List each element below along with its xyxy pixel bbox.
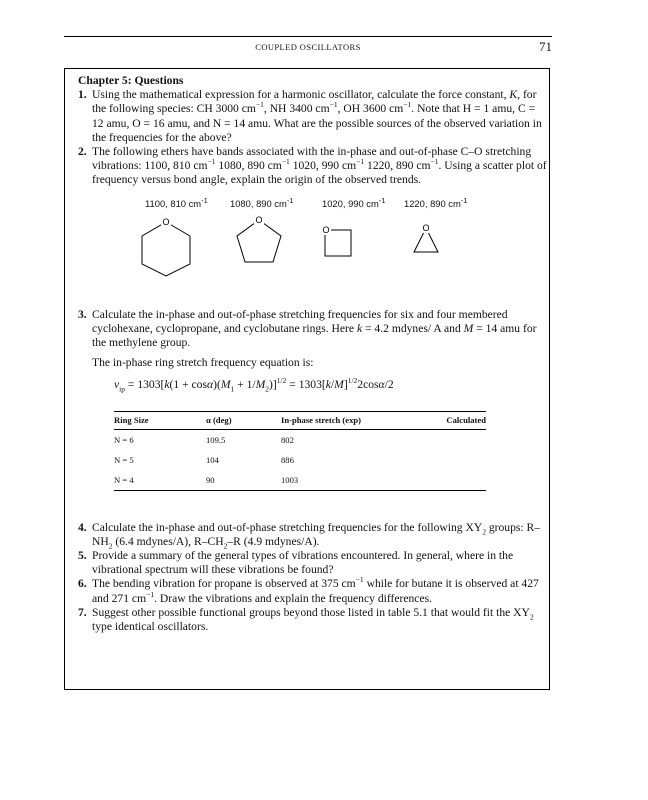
table-row (114, 450, 486, 470)
mol-label-2: 1080, 890 $cm^{-1}$ (230, 195, 294, 209)
four-membered-ether-structure (318, 220, 358, 260)
oxygen-atom-label: O (422, 222, 430, 233)
chapter-title: Chapter 5: Questions (78, 74, 184, 87)
question-2 (78, 145, 548, 188)
question-number: 5. (78, 549, 87, 563)
three-membered-ether-structure (408, 220, 444, 258)
q4-text: Calculate the in-phase and out-of-phase stretching frequencies for the following $XY_2$ groups: $R-NH_2$ (6.4 mdynes/A), $R-CH_2-R$ (4.9 mdynes/A). (92, 520, 541, 551)
q7-text: Suggest other possible functional groups beyond those listed in table 5.1 that would fit the $XY_2$ type identical oscillators. (92, 605, 534, 634)
col-header-calculated: Calculated (446, 415, 486, 426)
q3-intro: The in-phase ring stretch frequency equation is: (92, 356, 314, 370)
questions-content (78, 74, 548, 634)
table-cell: 1003 (281, 474, 299, 485)
table-cell: 90 (206, 474, 215, 485)
running-title: COUPLED OSCILLATORS (255, 42, 361, 52)
question-4 (78, 521, 548, 549)
table-cell: 802 (281, 434, 294, 445)
table-cell: N = 6 (114, 434, 134, 445)
question-number: 2. (78, 145, 87, 159)
q2-text: The following ethers have bands associated with the in-phase and out-of-phase C–O stretching vibrations: 1100, 810 $cm^{-1}$ 1080, 890 $cm^{-1}$ 1020, 990 $cm^{-1}$ 1220, 890 $cm^{-1}$. Using a scatter plot of frequency versus bond angle, explain the origin of the observed trends. (92, 145, 547, 187)
oxygen-atom-label: O (255, 214, 263, 225)
table-header-row (114, 412, 486, 430)
header-rule (64, 36, 552, 37)
in-phase-equation: $\nu_{ip} = 1303[k(1 + \cos\alpha)(M_1 + 1/M_2)]^{1/2} = 1303[k/M]^{1/2}2\cos\alpha/2$ (114, 376, 394, 394)
six-membered-ether-structure (136, 214, 196, 278)
page-number: 71 (539, 39, 552, 54)
running-head (64, 41, 552, 55)
oxygen-atom-label: O (162, 216, 170, 227)
question-7 (78, 606, 548, 634)
question-1 (78, 88, 548, 145)
q1-text: Using the mathematical expression for a harmonic oscillator, calculate the force constant, K, for the following species: CH 3000 $cm^{-1}$, NH 3400 $cm^{-1}$, OH 3600 $cm^{-1}$. Note that H = 1 amu, C = 12 amu, O = 16 amu, and N = 14 amu. What are the possible sources of the observed variation in the frequencies for the above? (92, 88, 542, 144)
question-number: 7. (78, 605, 87, 619)
ring-table (114, 412, 486, 490)
question-number: 6. (78, 577, 87, 591)
table-cell: N = 5 (114, 454, 134, 465)
table-cell: 104 (206, 454, 219, 465)
mol-label-3: 1020, 990 $cm^{-1}$ (322, 195, 386, 209)
mol-label-1: 1100, 810 $cm^{-1}$ (145, 195, 208, 209)
table-cell (411, 470, 486, 490)
table-row (114, 429, 486, 450)
q5-text: Provide a summary of the general types of vibrations encountered. In general, where in the vibrational spectrum will these vibrations be found? (92, 549, 514, 577)
table-cell (411, 429, 486, 450)
mol-label-4: 1220, 890 $cm^{-1}$ (404, 195, 468, 209)
q3-text: Calculate the in-phase and out-of-phase stretching frequencies for six and four membered cyclohexane, cyclopropane, and cyclobutane rings. Here k = 4.2 mdynes/ A and M = 14 amu for the methylene group. (92, 307, 537, 350)
col-header-alpha: α (deg) (206, 415, 232, 426)
question-6 (78, 577, 548, 605)
ring-table-wrapper (114, 411, 486, 491)
table-cell: N = 4 (114, 474, 134, 485)
table-cell (411, 450, 486, 470)
question-number: 1. (78, 88, 87, 102)
ether-figure (78, 192, 548, 292)
table-cell: 886 (281, 454, 294, 465)
question-number: 3. (78, 307, 87, 321)
question-number: 4. (78, 520, 87, 534)
col-header-in-phase: In-phase stretch (exp) (281, 415, 362, 426)
question-3 (78, 308, 548, 351)
q6-text: The bending vibration for propane is observed at 375 $cm^{-1}$ while for butane it is observed at 427 and 271 $cm^{-1}$. Draw the vibrations and explain the frequency differences. (92, 575, 539, 605)
oxygen-atom-label: O (322, 224, 330, 235)
five-membered-ether-structure (233, 214, 285, 270)
table-row (114, 470, 486, 490)
col-header-ring-size: Ring Size (114, 415, 149, 426)
question-5 (78, 549, 548, 577)
table-cell: 109.5 (206, 434, 226, 445)
